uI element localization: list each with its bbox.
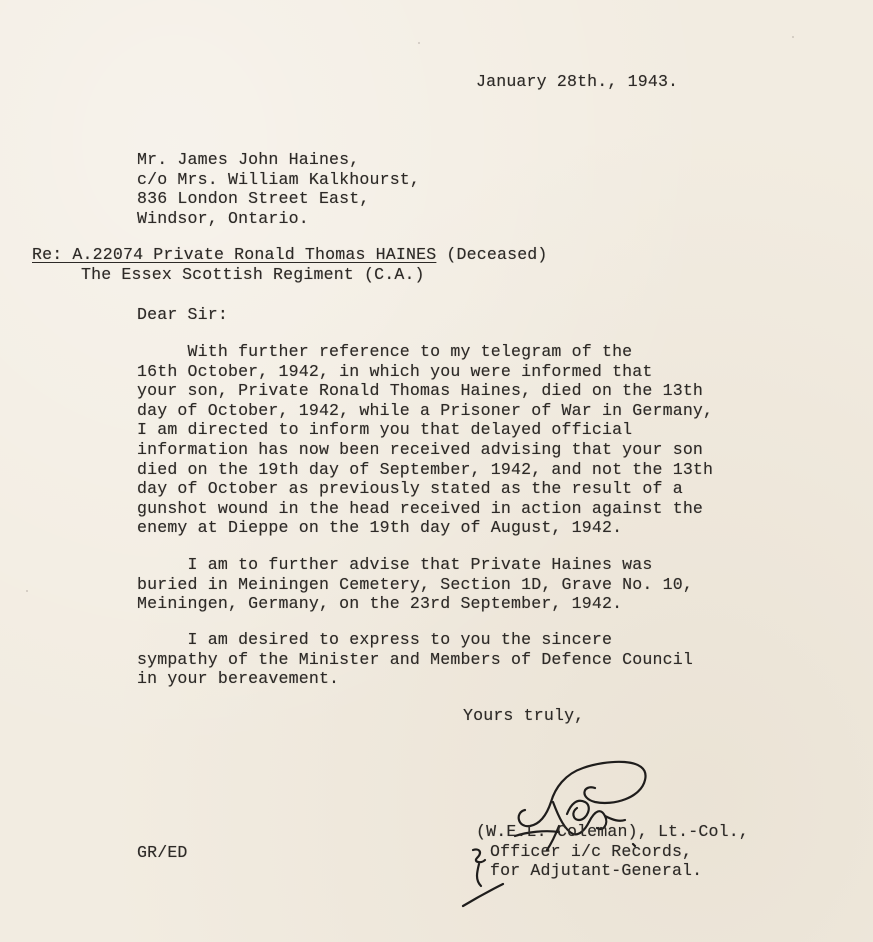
- paper-speck: [418, 42, 420, 44]
- paragraph-line: buried in Meiningen Cemetery, Section 1D, Grave No. 10,: [137, 574, 693, 594]
- paper-speck: [26, 590, 28, 592]
- subject-reference: Re: A.22074 Private Ronald Thomas HAINES: [32, 245, 437, 264]
- recipient-line: Windsor, Ontario.: [137, 208, 309, 228]
- recipient-address: [137, 150, 420, 228]
- reference-initials: GR/ED: [137, 843, 188, 862]
- paragraph-line: sympathy of the Minister and Members of Defence Council: [137, 649, 693, 669]
- paragraph-line: I am desired to express to you the sincere: [137, 630, 613, 649]
- paragraph-line: day of October, 1942, while a Prisoner of War in Germany,: [137, 400, 714, 420]
- subject-status: (Deceased): [436, 245, 548, 264]
- paragraph: [137, 342, 713, 538]
- recipient-line: 836 London Street East,: [137, 189, 370, 209]
- subject-line: [32, 245, 548, 265]
- signatory-name: (W.E.L. Coleman), Lt.-Col.,: [476, 822, 749, 841]
- paragraph: [137, 630, 693, 689]
- salutation: Dear Sir:: [137, 305, 228, 324]
- signatory-title: Officer i/c Records,: [490, 841, 693, 861]
- paragraph-line: With further reference to my telegram of the: [137, 342, 633, 361]
- recipient-line: Mr. James John Haines,: [137, 150, 360, 169]
- signatory-role: for Adjutant-General.: [490, 861, 703, 881]
- paragraph-line: I am to further advise that Private Haines was: [137, 555, 653, 574]
- paper-speck: [792, 36, 794, 38]
- subject-regiment: The Essex Scottish Regiment (C.A.): [81, 265, 425, 284]
- paragraph-line: day of October as previously stated as the result of a: [137, 479, 683, 499]
- letter-date: January 28th., 1943.: [476, 72, 679, 91]
- paragraph-line: 16th October, 1942, in which you were informed that: [137, 361, 653, 381]
- paragraph-line: Meiningen, Germany, on the 23rd September, 1942.: [137, 594, 623, 614]
- paper-speck: [620, 800, 622, 802]
- paragraph-line: I am directed to inform you that delayed official: [137, 420, 633, 440]
- paragraph-line: gunshot wound in the head received in action against the: [137, 498, 704, 518]
- recipient-line: c/o Mrs. William Kalkhourst,: [137, 169, 421, 189]
- signature-block: [476, 822, 749, 881]
- paragraph-line: information has now been received advising that your son: [137, 439, 704, 459]
- paragraph-line: died on the 19th day of September, 1942, and not the 13th: [137, 459, 714, 479]
- paragraph-line: your son, Private Ronald Thomas Haines, died on the 13th: [137, 381, 704, 401]
- paragraph-line: enemy at Dieppe on the 19th day of August, 1942.: [137, 518, 623, 538]
- paragraph: [137, 555, 693, 614]
- paragraph-line: in your bereavement.: [137, 669, 340, 689]
- closing: Yours truly,: [463, 706, 585, 725]
